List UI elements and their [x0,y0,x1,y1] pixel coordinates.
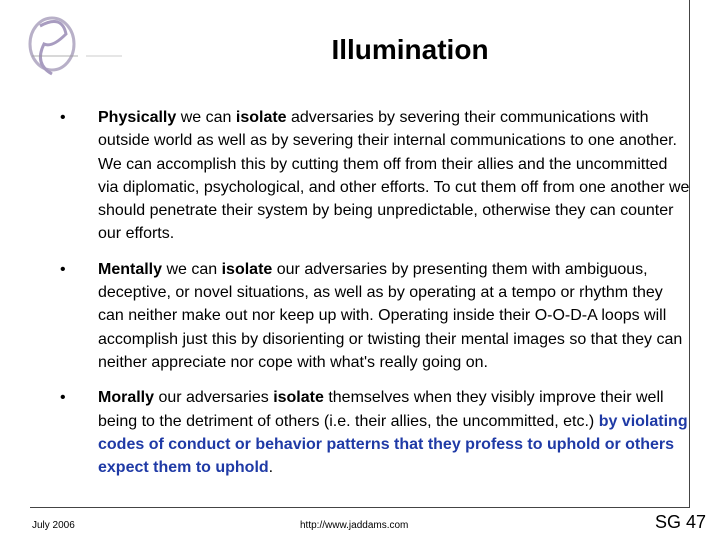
bullet-text: . [268,459,274,477]
bullet-dot-icon: • [60,389,66,407]
bullet-text: we can [176,109,236,126]
bullet-keyword: isolate [273,389,324,407]
bullet-dot-icon: • [60,260,66,278]
bullet-lead: Physically [98,109,177,126]
footer-url: http://www.jaddams.com [300,520,409,531]
bullet-text: our adversaries [154,389,274,407]
bullet-text: we can [162,260,222,278]
bullet-text: adversaries by severing their communications with outside world as well as by severing their internal communications to one another. We can accomplish this by cutting them off from their allies and the uncommitted via diplomatic, psychological, and other efforts. To cut them off from one another we should penetrate their system by being unpredictable, otherwise they can counter our efforts. [98,109,690,243]
company-logo [22,14,132,80]
bullet-physically [60,106,690,246]
bullet-list [60,106,690,491]
bullet-text: themselves when they visibly improve their well being to the detriment of others (i.e. their allies, the uncommitted, etc.) [98,389,664,430]
slide-title: Illumination [331,34,489,65]
bullet-keyword: isolate [235,109,287,126]
bullet-morally [60,386,690,479]
bullet-mentally [60,258,690,374]
bullet-lead: Mentally [98,260,163,278]
bullet-lead: Morally [98,389,155,407]
footer-date: July 2006 [32,520,75,531]
bullet-text: our adversaries by presenting them with ambiguous, deceptive, or novel situations, as well as by operating at a tempo or rhythm they can neither make out nor keep up with. Operating inside their O-O-D-A loops will accomplish just this by disorienting or twisting their mental images so that they can neither appreciate nor cope with what's really going on. [98,260,683,371]
bullet-highlight: by violating codes of conduct or behavior patterns that they profess to uphold or others expect them to uphold [98,412,688,477]
page-number: SG 47 [654,512,706,532]
bullet-dot-icon: • [60,109,66,126]
bullet-keyword: isolate [221,260,273,278]
